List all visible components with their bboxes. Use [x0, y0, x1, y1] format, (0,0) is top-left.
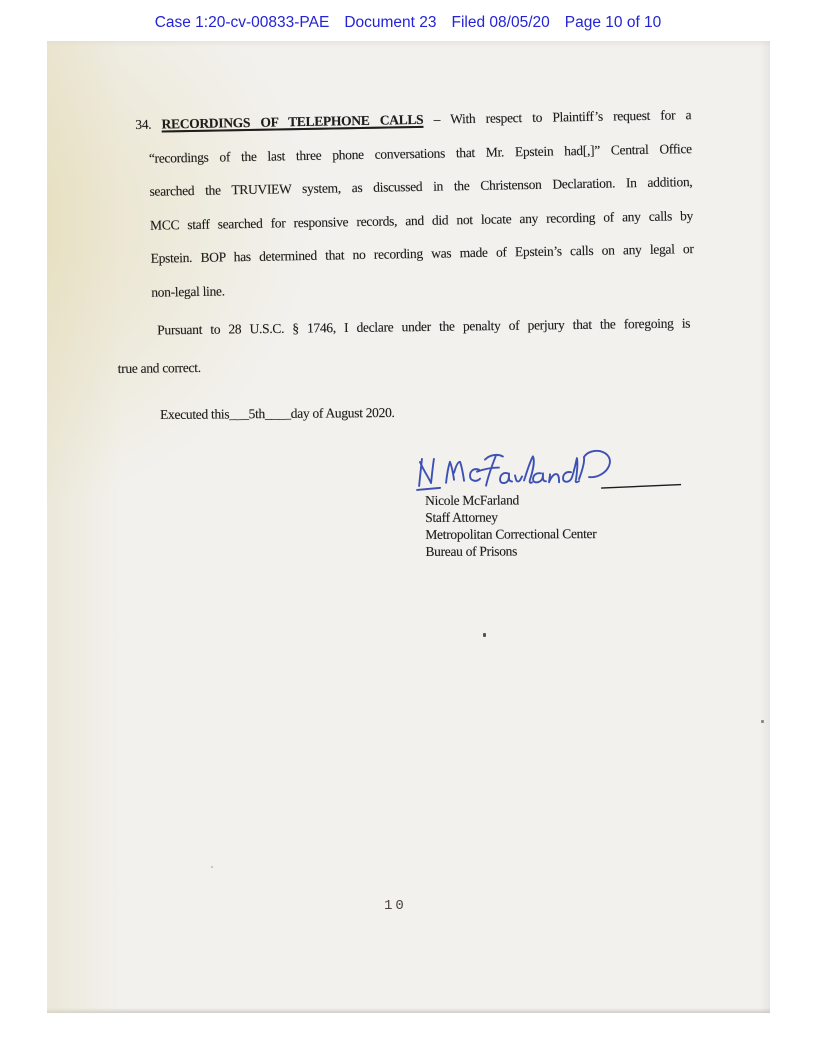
- signer-name: Nicole McFarland: [425, 492, 519, 508]
- stamp-filed-date: Filed 08/05/20: [451, 14, 550, 31]
- paragraph-34-line-3: searched the TRUVIEW system, as discussed in the Christenson Declaration. In addition,: [149, 174, 693, 199]
- paragraph-heading: RECORDINGS OF TELEPHONE CALLS: [161, 111, 424, 132]
- execution-date-line: Executed this___5th____day of August 2020.: [160, 404, 395, 422]
- page-number: 10: [384, 898, 407, 914]
- paragraph-34-line-2: “recordings of the last three phone conversations that Mr. Epstein had[,]” Central Office: [148, 140, 692, 166]
- scan-artifact-speck: [211, 866, 213, 868]
- paragraph-34-line-6: non-legal line.: [151, 283, 225, 300]
- paragraph-34-line-1-text: – With respect to Plaintiff’s request for a: [433, 107, 692, 127]
- paragraph-34-line-5: Epstein. BOP has determined that no recording was made of Epstein’s calls on any legal or: [150, 241, 694, 267]
- scanned-page: [47, 41, 770, 1013]
- stamp-page-count: Page 10 of 10: [564, 14, 662, 31]
- scan-artifact-speck: [483, 633, 486, 637]
- paragraph-34-line-4: MCC staff searched for responsive records, and did not locate any recording of any calls by: [149, 207, 694, 233]
- paragraph-number: 34.: [135, 116, 152, 132]
- scan-artifact-speck: [761, 720, 764, 723]
- declaration-line-1: Pursuant to 28 U.S.C. § 1746, I declare under the penalty of perjury that the foregoing is: [157, 315, 691, 338]
- ecf-filing-stamp: [0, 14, 816, 32]
- perjury-declaration: [117, 304, 691, 386]
- signer-title: Staff Attorney: [425, 509, 498, 525]
- signer-organization: Metropolitan Correctional Center: [425, 526, 597, 542]
- paragraph-34: [135, 98, 695, 309]
- stamp-document-number: Document 23: [344, 14, 437, 31]
- declaration-line-2: true and correct.: [117, 359, 201, 376]
- signer-agency: Bureau of Prisons: [425, 543, 518, 559]
- stamp-case-number: Case 1:20-cv-00833-PAE: [154, 14, 330, 31]
- signature-line: [601, 485, 681, 488]
- signer-identity: [425, 491, 596, 560]
